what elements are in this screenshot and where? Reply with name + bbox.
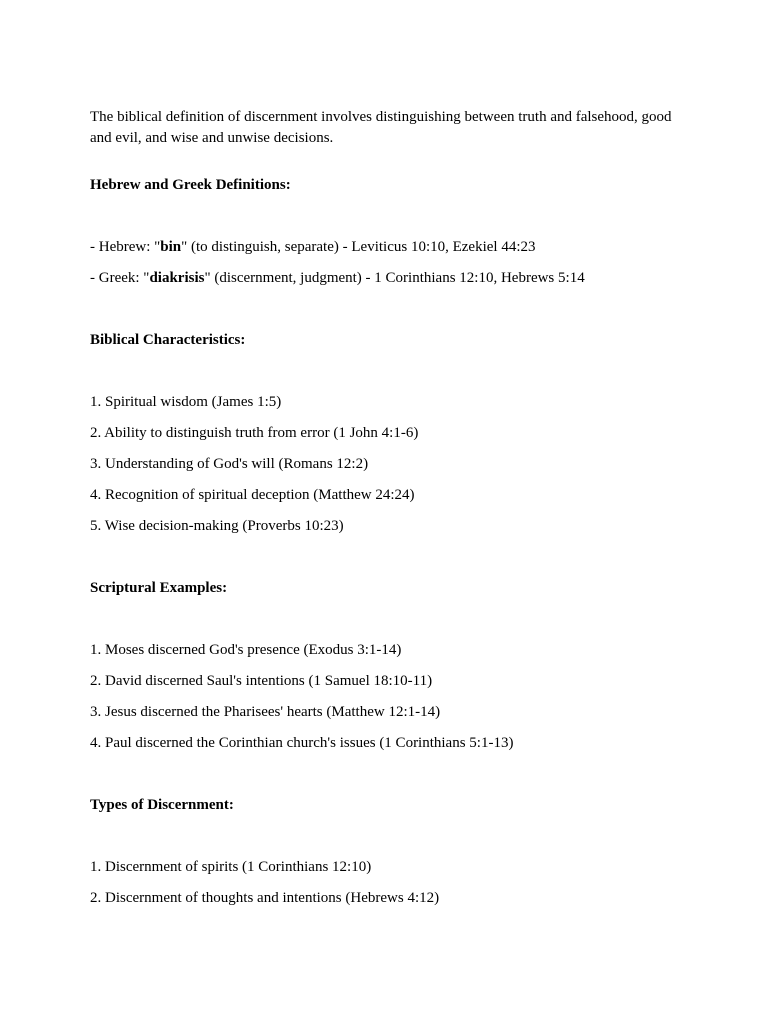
characteristics-heading: Biblical Characteristics:	[90, 332, 246, 348]
intro-paragraph: The biblical definition of discernment involves distinguishing between truth and falsehood, good and evil, and wise and unwise decisions.	[90, 109, 672, 146]
list-item: 1. Moses discerned God's presence (Exodus 3:1-14)	[90, 642, 402, 658]
list-item: 5. Wise decision-making (Proverbs 10:23)	[90, 518, 344, 534]
list-item: 1. Discernment of spirits (1 Corinthians 12:10)	[90, 859, 372, 875]
examples-heading: Scriptural Examples:	[90, 580, 228, 596]
greek-suffix: " (discernment, judgment) - 1 Corinthians 12:10, Hebrews 5:14	[204, 270, 585, 286]
hebrew-suffix: " (to distinguish, separate) - Leviticus 10:10, Ezekiel 44:23	[181, 239, 536, 255]
list-item: 2. Ability to distinguish truth from error (1 John 4:1-6)	[90, 425, 419, 441]
list-item: 1. Spiritual wisdom (James 1:5)	[90, 394, 282, 410]
list-item: 2. Discernment of thoughts and intentions (Hebrews 4:12)	[90, 890, 440, 906]
greek-prefix: - Greek: "	[90, 270, 150, 286]
list-item: 3. Jesus discerned the Pharisees' hearts (Matthew 12:1-14)	[90, 704, 441, 720]
list-item: 4. Recognition of spiritual deception (Matthew 24:24)	[90, 487, 415, 503]
hebrew-definition	[90, 237, 536, 258]
list-item: 2. David discerned Saul's intentions (1 Samuel 18:10-11)	[90, 673, 433, 689]
greek-definition	[90, 268, 585, 289]
list-item: 3. Understanding of God's will (Romans 12:2)	[90, 456, 369, 472]
hebrew-term: bin	[160, 239, 182, 255]
types-heading: Types of Discernment:	[90, 797, 234, 813]
document-page	[90, 0, 690, 1024]
hebrew-prefix: - Hebrew: "	[90, 239, 161, 255]
definitions-heading: Hebrew and Greek Definitions:	[90, 177, 291, 193]
greek-term: diakrisis	[149, 270, 205, 286]
list-item: 4. Paul discerned the Corinthian church's issues (1 Corinthians 5:1-13)	[90, 735, 514, 751]
